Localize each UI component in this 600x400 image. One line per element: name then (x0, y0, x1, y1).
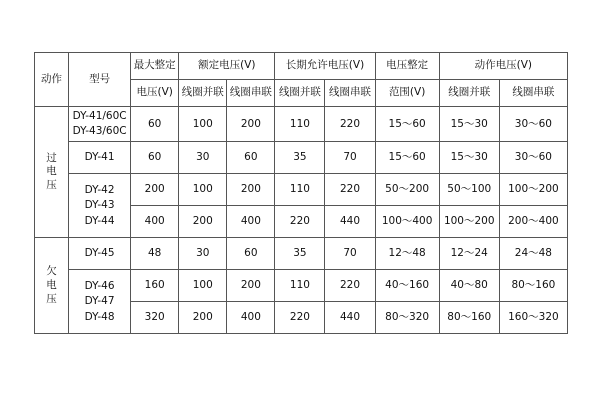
cell-act-parallel: 40～80 (439, 270, 499, 302)
header-max-set-voltage-line2: 电压(V) (131, 80, 179, 107)
cell-long-series: 220 (325, 107, 375, 142)
cell-set-range: 80～320 (375, 302, 439, 334)
model-label: DY-43/60C (72, 125, 127, 138)
table-row (35, 270, 568, 302)
cell-rated-series: 200 (227, 174, 275, 206)
header-model: 型号 (69, 53, 131, 107)
header-rated-coil-series: 线圈串联 (227, 80, 275, 107)
header-max-set-voltage-line1: 最大整定 (131, 53, 179, 80)
model-label: DY-47 (84, 295, 115, 308)
cell-act-series: 24～48 (499, 238, 567, 270)
header-rated-coil-parallel: 线圈并联 (179, 80, 227, 107)
header-rated-voltage: 额定电压(V) (179, 53, 275, 80)
cell-act-series: 80～160 (499, 270, 567, 302)
cell-act-series: 200～400 (499, 206, 567, 238)
cell-max-set-voltage: 400 (131, 206, 179, 238)
model-label: DY-48 (84, 310, 115, 323)
cell-act-parallel: 15～30 (439, 107, 499, 142)
header-action-voltage: 动作电压(V) (439, 53, 567, 80)
cell-act-series: 100～200 (499, 174, 567, 206)
header-voltage-range-line1: 电压整定 (375, 53, 439, 80)
table-header-row-1 (35, 53, 568, 80)
header-action: 动作 (35, 53, 69, 107)
cell-rated-series: 60 (227, 238, 275, 270)
cell-act-parallel: 12～24 (439, 238, 499, 270)
model-cell (69, 107, 131, 142)
header-long-coil-series: 线圈串联 (325, 80, 375, 107)
model-label: DY-41 (84, 151, 115, 164)
model-cell (69, 238, 131, 270)
model-label: DY-42 (84, 184, 115, 197)
model-label: DY-46 (84, 280, 115, 293)
cell-act-parallel: 80～160 (439, 302, 499, 334)
model-label: DY-45 (84, 247, 115, 260)
group-action-undervoltage: 欠电压 (35, 238, 69, 334)
cell-rated-parallel: 100 (179, 270, 227, 302)
cell-long-parallel: 110 (275, 270, 325, 302)
cell-rated-parallel: 200 (179, 302, 227, 334)
cell-rated-parallel: 30 (179, 142, 227, 174)
cell-set-range: 15～60 (375, 107, 439, 142)
cell-act-parallel: 100～200 (439, 206, 499, 238)
header-long-term-voltage: 长期允许电压(V) (275, 53, 375, 80)
cell-long-parallel: 220 (275, 302, 325, 334)
cell-rated-series: 60 (227, 142, 275, 174)
cell-long-series: 220 (325, 270, 375, 302)
cell-rated-parallel: 100 (179, 174, 227, 206)
model-cell (69, 142, 131, 174)
cell-max-set-voltage: 160 (131, 270, 179, 302)
group-action-overvoltage: 过电压 (35, 107, 69, 238)
header-voltage-range-line2: 范围(V) (375, 80, 439, 107)
cell-set-range: 12～48 (375, 238, 439, 270)
cell-long-parallel: 110 (275, 174, 325, 206)
cell-act-parallel: 50～100 (439, 174, 499, 206)
cell-long-series: 440 (325, 206, 375, 238)
table-row (35, 174, 568, 206)
cell-rated-series: 200 (227, 270, 275, 302)
cell-act-series: 30～60 (499, 142, 567, 174)
cell-max-set-voltage: 60 (131, 142, 179, 174)
cell-long-series: 220 (325, 174, 375, 206)
cell-act-series: 30～60 (499, 107, 567, 142)
cell-long-parallel: 35 (275, 238, 325, 270)
cell-rated-series: 200 (227, 107, 275, 142)
cell-long-series: 440 (325, 302, 375, 334)
cell-rated-parallel: 100 (179, 107, 227, 142)
model-cell (69, 174, 131, 238)
cell-long-parallel: 220 (275, 206, 325, 238)
table-row (35, 107, 568, 142)
model-label: DY-41/60C (72, 110, 127, 122)
specification-table (34, 52, 568, 334)
cell-long-series: 70 (325, 142, 375, 174)
table-row (35, 142, 568, 174)
model-label: DY-44 (84, 214, 115, 227)
model-label: DY-43 (84, 199, 115, 212)
cell-long-series: 70 (325, 238, 375, 270)
table-row (35, 238, 568, 270)
cell-set-range: 15～60 (375, 142, 439, 174)
header-long-coil-parallel: 线圈并联 (275, 80, 325, 107)
cell-set-range: 50～200 (375, 174, 439, 206)
cell-max-set-voltage: 200 (131, 174, 179, 206)
cell-max-set-voltage: 48 (131, 238, 179, 270)
cell-rated-parallel: 30 (179, 238, 227, 270)
cell-max-set-voltage: 60 (131, 107, 179, 142)
cell-long-parallel: 35 (275, 142, 325, 174)
cell-rated-series: 400 (227, 302, 275, 334)
cell-max-set-voltage: 320 (131, 302, 179, 334)
model-cell (69, 270, 131, 334)
cell-set-range: 100～400 (375, 206, 439, 238)
cell-act-series: 160～320 (499, 302, 567, 334)
cell-act-parallel: 15～30 (439, 142, 499, 174)
cell-set-range: 40～160 (375, 270, 439, 302)
header-act-coil-parallel: 线圈并联 (439, 80, 499, 107)
cell-long-parallel: 110 (275, 107, 325, 142)
cell-rated-parallel: 200 (179, 206, 227, 238)
header-act-coil-series: 线圈串联 (499, 80, 567, 107)
cell-rated-series: 400 (227, 206, 275, 238)
